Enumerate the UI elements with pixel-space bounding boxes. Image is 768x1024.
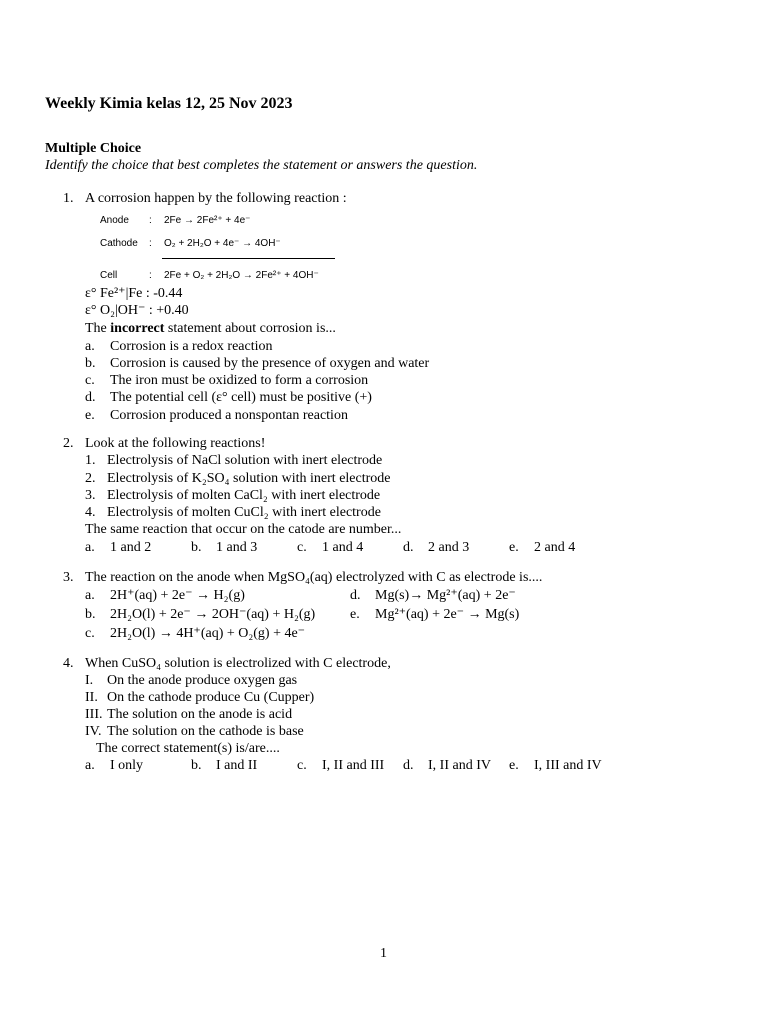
- question-number: 2.: [63, 436, 74, 451]
- option-letter: b.: [85, 607, 96, 622]
- list-item: The solution on the cathode is base: [107, 724, 304, 739]
- option-letter: d.: [85, 390, 96, 405]
- option-text: 1 and 4: [322, 540, 364, 555]
- list-item-number: III.: [85, 707, 103, 722]
- option-text: I, II and IV: [428, 758, 491, 773]
- option-letter: e.: [509, 540, 519, 555]
- cell-label: Cell: [100, 270, 118, 281]
- cathode-label: Cathode: [100, 238, 138, 249]
- emphasis-incorrect: incorrect: [110, 321, 165, 336]
- option-letter: e.: [85, 408, 95, 423]
- list-item: Electrolysis of NaCl solution with inert electrode: [107, 453, 383, 468]
- option-letter: d.: [403, 758, 414, 773]
- question-stem: A corrosion happen by the following reaction :: [85, 191, 347, 206]
- list-item: Electrolysis of K₂SO₄ solution with inert electrode: [107, 471, 391, 486]
- cell-equation: 2Fe + O₂ + 2H₂O → 2Fe²⁺ + 4OH⁻: [164, 270, 319, 281]
- option-text: Corrosion produced a nonspontan reaction: [110, 408, 348, 423]
- list-item-number: 1.: [85, 453, 96, 468]
- option-text: 2 and 3: [428, 540, 470, 555]
- option-letter: b.: [191, 540, 202, 555]
- option-text: Corrosion is caused by the presence of oxygen and water: [110, 356, 430, 371]
- option-text: 1 and 2: [110, 540, 152, 555]
- option-text: Mg²⁺(aq) + 2e⁻ → Mg(s): [375, 607, 520, 622]
- option-text: Corrosion is a redox reaction: [110, 339, 273, 354]
- question-prompt: The same reaction that occur on the catode are number...: [85, 522, 402, 537]
- anode-label: Anode: [100, 215, 129, 226]
- option-letter: d.: [350, 588, 361, 603]
- list-item: The solution on the anode is acid: [107, 707, 293, 722]
- option-text: 2H₂O(l) → 4H⁺(aq) + O₂(g) + 4e⁻: [110, 626, 306, 641]
- question-prompt: The incorrect statement about corrosion is...: [85, 321, 336, 336]
- option-letter: d.: [403, 540, 414, 555]
- list-item-number: 4.: [85, 505, 96, 520]
- option-text: 2H₂O(l) + 2e⁻ → 2OH⁻(aq) + H₂(g): [110, 607, 316, 622]
- colon: :: [149, 238, 152, 249]
- option-text: I and II: [216, 758, 258, 773]
- list-item: Electrolysis of molten CaCl₂ with inert electrode: [107, 488, 381, 503]
- colon: :: [149, 215, 152, 226]
- option-text: 2 and 4: [534, 540, 576, 555]
- list-item: On the cathode produce Cu (Cupper): [107, 690, 315, 705]
- question-prompt: The correct statement(s) is/are....: [96, 741, 280, 756]
- option-letter: c.: [85, 626, 95, 641]
- question-stem: Look at the following reactions!: [85, 436, 266, 451]
- option-text: 2H⁺(aq) + 2e⁻ → H₂(g): [110, 588, 245, 603]
- option-letter: e.: [509, 758, 519, 773]
- option-letter: c.: [85, 373, 95, 388]
- list-item-number: IV.: [85, 724, 102, 739]
- list-item: Electrolysis of molten CuCl₂ with inert electrode: [107, 505, 381, 520]
- equation-divider: [162, 258, 335, 259]
- option-text: The iron must be oxidized to form a corrosion: [110, 373, 369, 388]
- option-letter: b.: [191, 758, 202, 773]
- colon: :: [149, 270, 152, 281]
- page-number: 1: [380, 946, 387, 961]
- page-title: Weekly Kimia kelas 12, 25 Nov 2023: [45, 95, 293, 112]
- option-letter: c.: [297, 540, 307, 555]
- option-text: I, III and IV: [534, 758, 602, 773]
- option-letter: e.: [350, 607, 360, 622]
- list-item-number: II.: [85, 690, 98, 705]
- anode-equation: 2Fe → 2Fe²⁺ + 4e⁻: [164, 215, 251, 226]
- section-heading: Multiple Choice: [45, 141, 142, 156]
- option-letter: c.: [297, 758, 307, 773]
- option-letter: a.: [85, 758, 95, 773]
- standard-potential-o2: ε° O₂|OH⁻ : +0.40: [85, 303, 189, 318]
- instruction-text: Identify the choice that best completes the statement or answers the question.: [45, 158, 478, 173]
- question-number: 1.: [63, 191, 74, 206]
- list-item-number: I.: [85, 673, 94, 688]
- question-stem: When CuSO₄ solution is electrolized with C electrode,: [85, 656, 391, 671]
- list-item-number: 3.: [85, 488, 96, 503]
- question-number: 4.: [63, 656, 74, 671]
- option-text: 1 and 3: [216, 540, 258, 555]
- standard-potential-fe: ε° Fe²⁺|Fe : -0.44: [85, 286, 183, 301]
- option-letter: b.: [85, 356, 96, 371]
- option-text: I only: [110, 758, 144, 773]
- list-item: On the anode produce oxygen gas: [107, 673, 298, 688]
- list-item-number: 2.: [85, 471, 96, 486]
- question-stem: The reaction on the anode when MgSO₄(aq) electrolyzed with C as electrode is....: [85, 570, 543, 585]
- option-text: The potential cell (ε° cell) must be positive (+): [110, 390, 372, 405]
- cathode-equation: O₂ + 2H₂O + 4e⁻ → 4OH⁻: [164, 238, 281, 249]
- option-text: I, II and III: [322, 758, 385, 773]
- question-number: 3.: [63, 570, 74, 585]
- option-text: Mg(s)→ Mg²⁺(aq) + 2e⁻: [375, 588, 516, 603]
- option-letter: a.: [85, 540, 95, 555]
- option-letter: a.: [85, 339, 95, 354]
- option-letter: a.: [85, 588, 95, 603]
